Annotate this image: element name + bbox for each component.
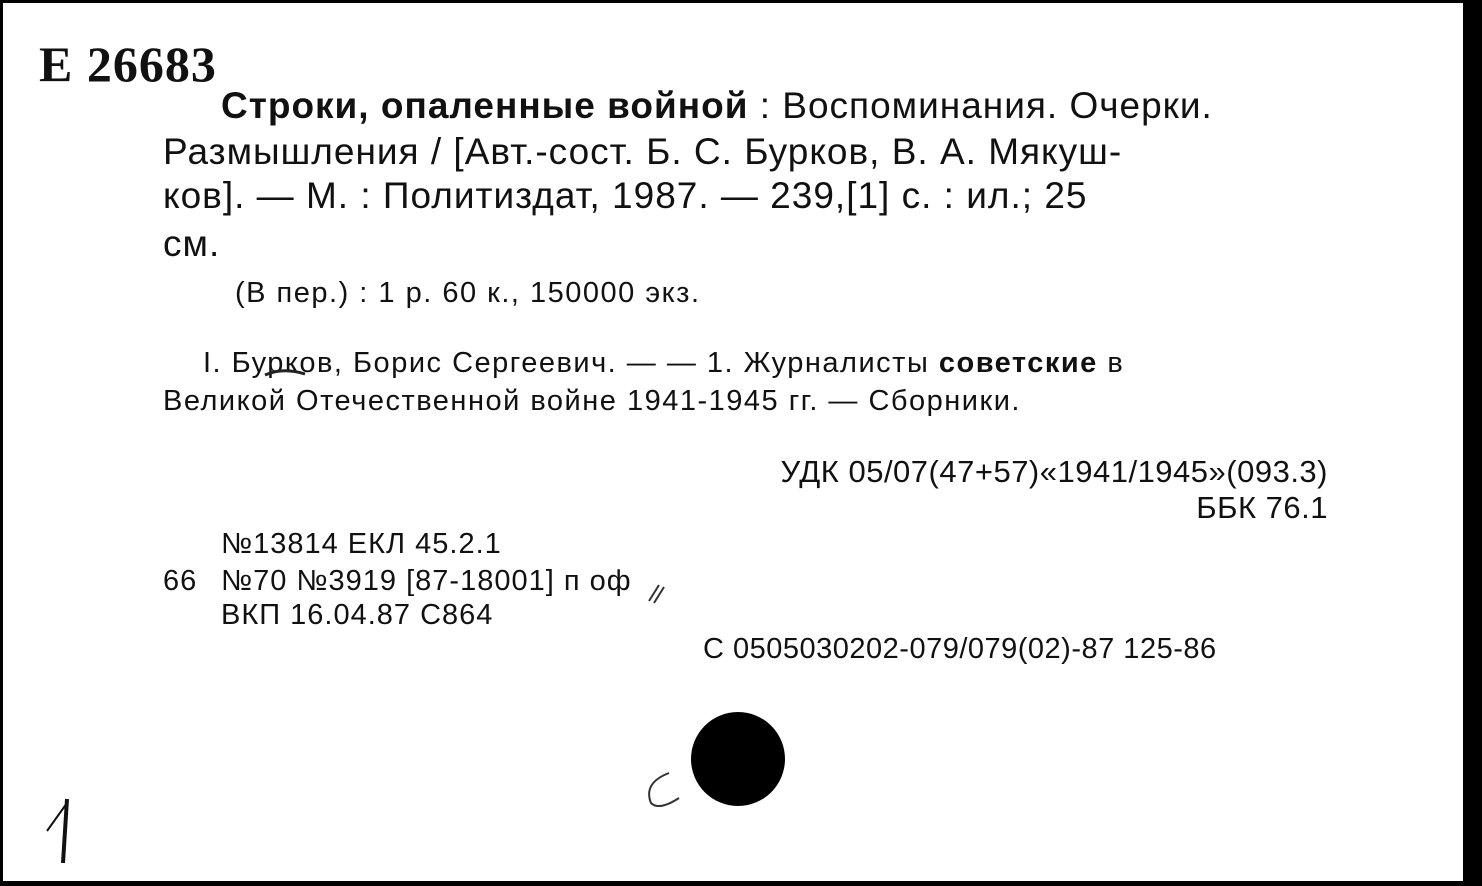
subject-line-1-a: I. Бурков, Борис Сергеевич. — — 1. Журналисты [203,347,939,379]
catalog-card [3,3,1463,881]
system-line-2-prefix: 66 [163,565,198,597]
title-bold: Строки, опаленные войной [221,85,749,126]
system-line-3: ВКП 16.04.87 С864 [221,599,494,631]
bibliographic-line-2: Размышления / [Авт.-сост. Б. С. Бурков, В. А. Мякуш- [163,131,1123,172]
system-line-1: №13814 ЕКЛ 45.2.1 [221,528,502,560]
subject-line-1-c: в [1097,347,1125,379]
card-edge-shadow [1463,0,1482,886]
udk-code: УДК 05/07(47+57)«1941/1945»(093.3) [780,454,1328,489]
handwritten-c-mark [649,773,679,806]
index-code: С 0505030202-079/079(02)-87 125-86 [703,633,1217,665]
handwritten-slash-mark [649,585,664,603]
bibliographic-line-3: ков]. — М. : Политиздат, 1987. — 239,[1] с. : ил.; 25 [163,175,1088,216]
pen-marks [3,3,1463,881]
call-number: Е 26683 [39,36,217,92]
system-line-2: №70 №3919 [87-18001] п оф [221,565,632,597]
title-rest: : Воспоминания. Очерки. [748,85,1213,126]
subject-line-1-bold: советские [938,347,1098,379]
bibliographic-line-4: см. [163,223,221,264]
price-line: (В пер.) : 1 р. 60 к., 150000 экз. [235,277,701,309]
bbk-code: ББК 76.1 [1196,490,1328,525]
subject-line-2: Великой Отечественной войне 1941-1945 гг. — Сборники. [163,385,1021,417]
underline-mark [265,371,305,375]
